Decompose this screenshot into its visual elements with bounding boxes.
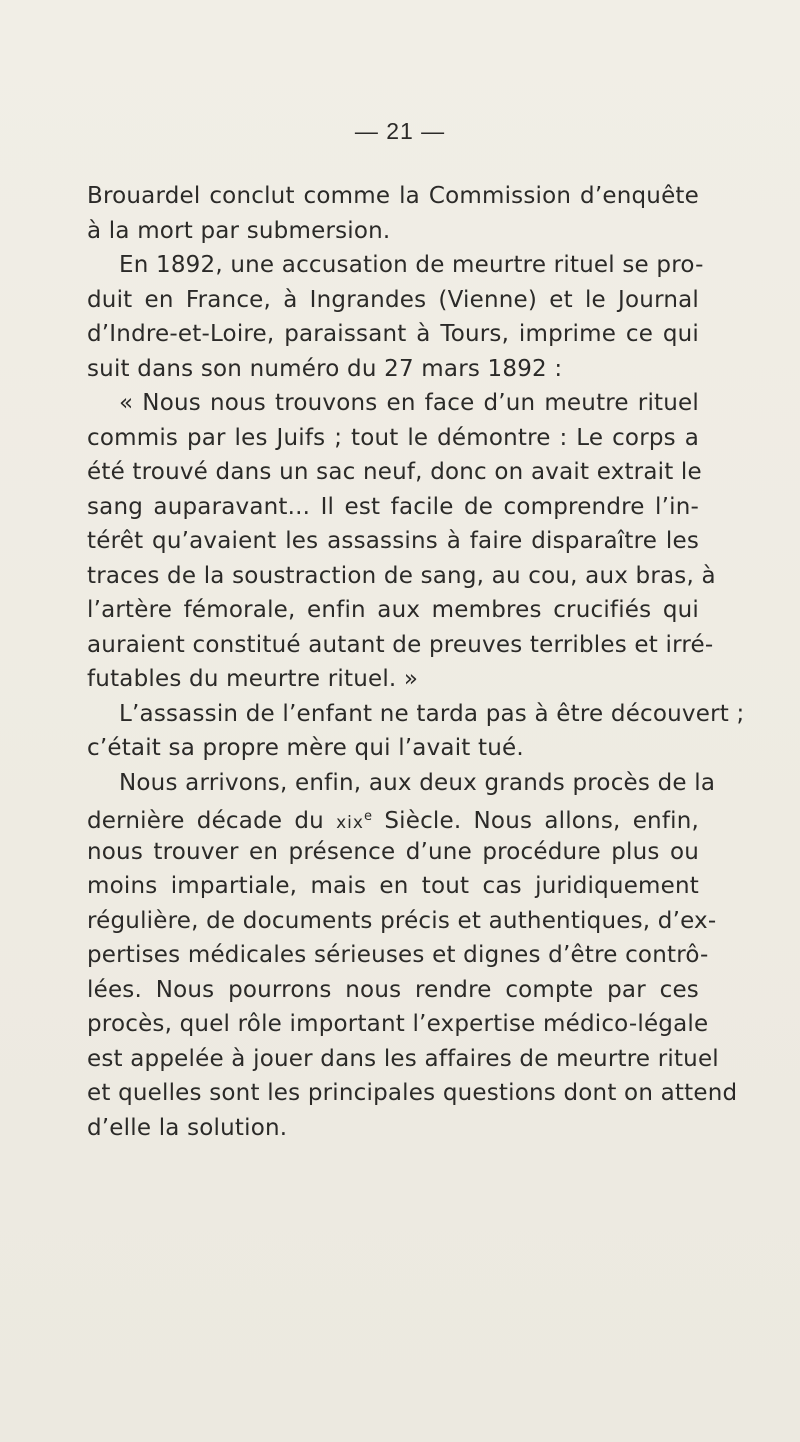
text-line: commis par les Juifs ; tout le démontre : Le corps a [87,424,699,451]
text-line: duit en France, à Ingrandes (Vienne) et le Journal [87,286,699,313]
text-line: procès, quel rôle important l’expertise médico-légale [87,1011,709,1037]
text-line: futables du meurtre rituel. » [87,666,419,692]
text-line: moins impartiale, mais en tout cas juridiquement [87,873,699,899]
text-line: et quelles sont les principales questions dont on attend [87,1080,738,1106]
text-line: térêt qu’avaient les assassins à faire disparaître les [87,528,699,554]
text-line: nous trouver en présence d’une procédure plus ou [87,838,699,865]
text-line: suit dans son numéro du 27 mars 1892 : [87,355,563,382]
text-line: est appelée à jouer dans les affaires de meurtre rituel [87,1045,719,1072]
text-line: Nous arrivons, enfin, aux deux grands procès de la [119,769,716,796]
text-line: d’elle la solution. [87,1114,288,1141]
text-line: sang auparavant... Il est facile de comprendre l’in- [87,493,699,520]
text-line: l’artère fémorale, enfin aux membres crucifiés qui [87,597,699,623]
text-line: été trouvé dans un sac neuf, donc on avait extrait le [87,459,702,485]
text-line: d’Indre-et-Loire, paraissant à Tours, imprime ce qui [87,321,699,347]
century-numeral: xix [336,813,364,833]
text-line: « Nous nous trouvons en face d’un meutre rituel [119,390,699,416]
text-line-with-century [87,800,699,835]
text-line: régulière, de documents précis et authentiques, d’ex- [87,907,717,934]
text-line: Brouardel conclut comme la Commission d’enquête [87,183,699,209]
text-line: c’était sa propre mère qui l’avait tué. [87,735,524,761]
text-line: auraient constitué autant de preuves terribles et irré- [87,631,714,658]
text-fragment: dernière décade du [87,808,337,834]
body-text [87,179,745,1145]
text-fragment: Siècle. Nous allons, enfin, [372,808,699,834]
text-line: En 1892, une accusation de meurtre rituel se pro- [119,252,704,278]
superscript: e [363,809,373,824]
page-number: — 21 — [354,118,446,144]
text-line: lées. Nous pourrons nous rendre compte par ces [87,976,699,1003]
text-line: pertises médicales sérieuses et dignes d’être contrô- [87,942,709,968]
text-line: à la mort par submersion. [87,217,391,244]
text-line: traces de la soustraction de sang, au cou, aux bras, à [87,562,716,589]
text-line: L’assassin de l’enfant ne tarda pas à être découvert ; [119,700,745,727]
